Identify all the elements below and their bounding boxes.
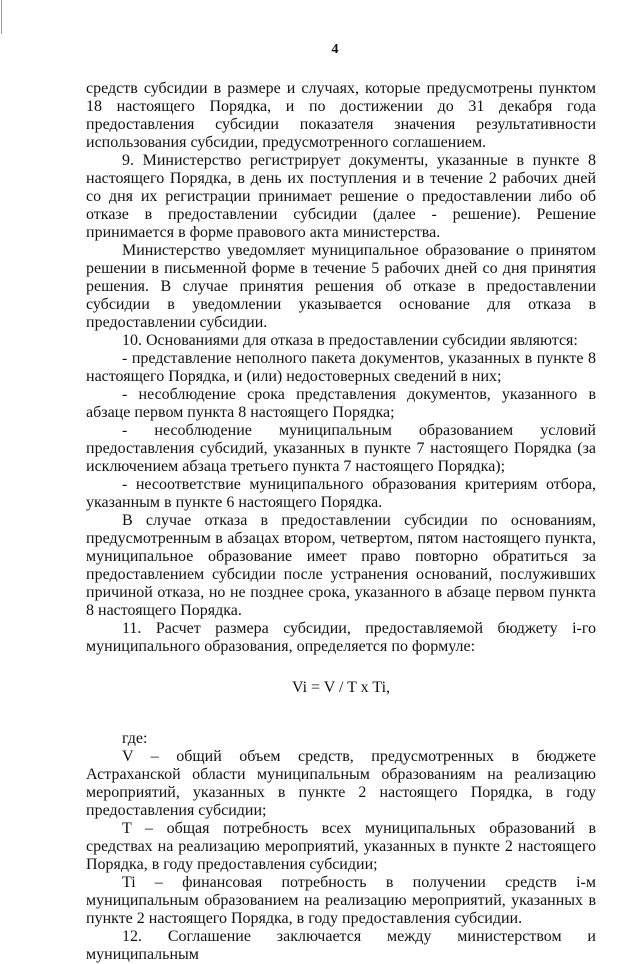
- paragraph: 9. Министерство регистрирует документы, указанные в пункте 8 настоящего Порядка, в день их поступления и в течение 2 рабочих дней со дня их регистрации принимает решение о предоставлении либо об отказе в предоставлении субсидии (далее - решение). Решение принимается в форме правового акта министерства.: [86, 152, 596, 241]
- paragraph: В случае отказа в предоставлении субсидии по основаниям, предусмотренным в абзацах втором, четвертом, пятом настоящего пункта, муниципальное образование имеет право повторно обратиться за предоставлением субсидии после устранения оснований, послуживших причиной отказа, но не позднее срока, указанного в абзаце первом пункта 8 настоящего Порядка.: [86, 512, 596, 619]
- list-item: - несоответствие муниципального образования критериям отбора, указанным в пункте 6 настоящего Порядка.: [86, 476, 596, 511]
- list-item: - представление неполного пакета документов, указанных в пункте 8 настоящего Порядка, и (или) недостоверных сведений в них;: [86, 350, 596, 385]
- list-item: - несоблюдение муниципальным образованием условий предоставления субсидий, указанных в пункте 7 настоящего Порядка (за исключением абзаца третьего пункта 7 настоящего Порядка);: [86, 422, 596, 475]
- list-item: - несоблюдение срока представления документов, указанного в абзаце первом пункта 8 настоящего Порядка;: [86, 386, 596, 421]
- where-label: где:: [122, 730, 148, 747]
- document-body: [86, 80, 596, 964]
- formula: Vi = V / T x Ti,: [291, 679, 391, 696]
- paragraph: 12. Соглашение заключается между министерством и муниципальным: [86, 928, 596, 963]
- paragraph: средств субсидии в размере и случаях, которые предусмотрены пунктом 18 настоящего Порядка, и по достижении до 31 декабря года предоставления субсидии показателя значения результативности использования субсидии, предусмотренного соглашением.: [86, 80, 596, 151]
- scan-edge-mark: [1, 0, 2, 34]
- paragraph: Министерство уведомляет муниципальное образование о принятом решении в письменной форме в течение 5 рабочих дней со дня принятия решения. В случае принятия решения об отказе в предоставлении субсидии в уведомлении указывается основание для отказа в предоставлении субсидии.: [86, 242, 596, 331]
- paragraph: 11. Расчет размера субсидии, предоставляемой бюджету i-го муниципального образования, определяется по формуле:: [86, 620, 596, 655]
- paragraph: 10. Основаниями для отказа в предоставлении субсидии являются:: [122, 332, 578, 349]
- definition: Ti – финансовая потребность в получении средств i-м муниципальным образованием на реализацию мероприятий, указанных в пункте 2 настоящего Порядка, в году предоставления субсидии.: [86, 874, 596, 927]
- definition: V – общий объем средств, предусмотренных в бюджете Астраханской области муниципальным образованиям на реализацию мероприятий, указанных в пункте 2 настоящего Порядка, в году предоставления субсидии;: [86, 748, 596, 819]
- definition: T – общая потребность всех муниципальных образований в средствах на реализацию мероприятий, указанных в пункте 2 настоящего Порядка, в году предоставления субсидии;: [86, 820, 596, 873]
- page-number: 4: [331, 42, 339, 57]
